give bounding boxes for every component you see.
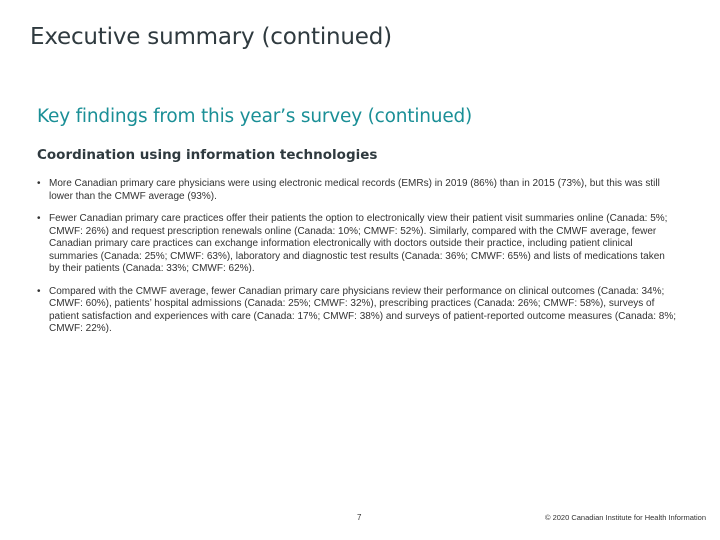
list-item-text: Fewer Canadian primary care practices offer their patients the option to electronically view their patient visit summaries online (Canada: 5%; CMWF: 26%) and request prescription renewals online (Canada: 10%; CMWF: 52%). Similarly, compared with the CMWF average, fewer Canadian primary care practices can exchange information electronically with doctors outside their practice, including patient clinical summaries (Canada: 25%; CMWF: 63%), laboratory and diagnostic test results (Canada: 36%; CMWF: 65%) and lists of medications taken by their patients (Canada: 33%; CMWF: 62%). <box>49 213 668 274</box>
section-subtitle: Key findings from this year’s survey (continued) <box>37 106 473 127</box>
bullet-icon: • <box>37 213 41 224</box>
copyright-notice: © 2020 Canadian Institute for Health Information <box>544 513 706 522</box>
list-item <box>37 178 677 203</box>
bullet-icon: • <box>37 178 41 189</box>
page-title: Executive summary (continued) <box>30 24 392 50</box>
list-item <box>37 286 677 336</box>
subsection-heading: Coordination using information technologies <box>37 147 378 163</box>
list-item-text: More Canadian primary care physicians were using electronic medical records (EMRs) in 2019 (86%) than in 2015 (73%), but this was still lower than the CMWF average (93%). <box>49 178 660 202</box>
page-number: 7 <box>357 513 362 522</box>
bullet-icon: • <box>37 285 41 297</box>
list-item <box>37 213 677 276</box>
list-item-text: Compared with the CMWF average, fewer Canadian primary care physicians review their performance on clinical outcomes (Canada: 34%; CMWF: 60%), patients’ hospital admissions (Canada: 25%; CMWF: 32%), prescribing practices (Canada: 26%; CMWF: 58%), surveys of patient satisfaction and experiences with care (Canada: 17%; CMWF: 38%) and surveys of patient-reported outcome measures (Canada: 8%; CMWF: 22%). <box>49 285 676 334</box>
findings-list <box>37 178 677 336</box>
